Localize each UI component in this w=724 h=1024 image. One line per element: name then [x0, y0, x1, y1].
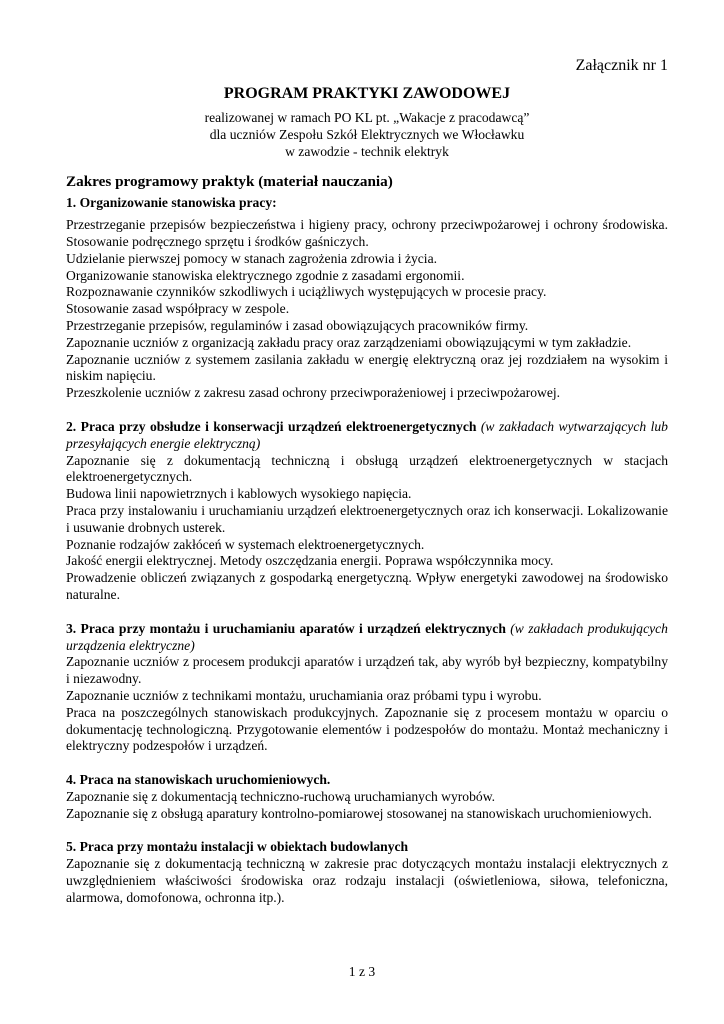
section-paragraph: Jakość energii elektrycznej. Metody oszczędzania energii. Poprawa współczynnika mocy.: [66, 553, 554, 569]
section-title: [66, 621, 668, 655]
subtitle-line: dla uczniów Zespołu Szkół Elektrycznych we Włocławku: [209, 126, 525, 142]
section-heading: 2. Praca przy obsłudze i konserwacji urządzeń elektroenergetycznych: [66, 418, 477, 434]
section-paragraph: Rozpoznawanie czynników szkodliwych i uciążliwych występujących w procesie pracy.: [66, 284, 547, 300]
section-paragraph: Zapoznanie się z obsługą aparatury kontrolno-pomiarowej stosowanej na stanowiskach uruchomieniowych.: [66, 805, 652, 821]
subtitle-line: realizowanej w ramach PO KL pt. „Wakacje z pracodawcą”: [204, 110, 530, 125]
section-paragraph: Zapoznanie uczniów z technikami montażu, uruchamiania oraz próbami typu i wyrobu.: [66, 687, 542, 703]
section-paragraph: Stosowanie zasad współpracy w zespole.: [66, 301, 290, 317]
section-4: [66, 772, 668, 822]
section-paragraph: Zapoznanie się z dokumentacją techniczną w zakresie prac dotyczących montażu instalacji elektrycznych z uwzględnieniem właściwości środowiska oraz rodzaju instalacji (oświetleniowa, siłowa, telefoniczna, alarmowa, domofonowa, ochronna itp.).: [66, 856, 668, 905]
section-note: (w zakładach wytwarzających lub przesyłających energie elektryczną): [66, 418, 668, 451]
document-subtitle: [66, 110, 668, 160]
section-paragraph: Zapoznanie uczniów z organizacją zakładu pracy oraz zarządzeniami obowiązującymi w tym zakładzie.: [66, 334, 632, 350]
section-1: [66, 195, 668, 402]
section-title: [66, 839, 668, 856]
section-heading: 4. Praca na stanowiskach uruchomieniowych.: [66, 772, 331, 788]
document-title: PROGRAM PRAKTYKI ZAWODOWEJ: [223, 85, 511, 102]
scope-heading: Zakres programowy praktyk (materiał nauczania): [66, 173, 393, 191]
section-paragraph: Zapoznanie się z dokumentacją techniczno-ruchową uruchamianych wyrobów.: [66, 788, 496, 804]
subtitle-line: w zawodzie - technik elektryk: [285, 143, 449, 159]
section-paragraph: Zapoznanie uczniów z procesem produkcji aparatów i urządzeń tak, aby wyrób był bezpieczny, kompatybilny i niezawodny.: [66, 654, 668, 687]
document-page: [66, 56, 668, 924]
section-heading: 1. Organizowanie stanowiska pracy:: [66, 195, 277, 211]
sections-container: [66, 195, 668, 906]
section-paragraph: Przestrzeganie przepisów, regulaminów i zasad obowiązujących pracowników firmy.: [66, 317, 529, 333]
section-heading: 5. Praca przy montażu instalacji w obiektach budowlanych: [66, 839, 409, 855]
section-5: [66, 839, 668, 906]
section-title: [66, 419, 668, 453]
section-paragraph: Budowa linii napowietrznych i kablowych wysokiego napięcia.: [66, 486, 412, 502]
section-title: [66, 195, 668, 212]
section-paragraph: Przeszkolenie uczniów z zakresu zasad ochrony przeciwporażeniowej i przeciwpożarowej.: [66, 385, 561, 401]
section-paragraph: Zapoznanie uczniów z systemem zasilania zakładu w energię elektryczną oraz jej rozdziałem na wysokim i niskim napięciu.: [66, 351, 668, 384]
section-paragraph: Zapoznanie się z dokumentacją techniczną i obsługą urządzeń elektroenergetycznych w stacjach elektroenergetycznych.: [66, 452, 668, 485]
page-number: 1 z 3: [348, 964, 376, 979]
section-paragraph: Praca na poszczególnych stanowiskach produkcyjnych. Zapoznanie się z procesem montażu w oparciu o dokumentację technologiczną. Przygotowanie elementów i podzespołów do montażu. Montaż mechaniczny i elektryczny podzespołów i urządzeń.: [66, 704, 668, 754]
section-title: [66, 772, 668, 789]
section-2: [66, 419, 668, 604]
section-paragraph: Organizowanie stanowiska elektrycznego zgodnie z zasadami ergonomii.: [66, 267, 465, 283]
section-3: [66, 621, 668, 755]
section-paragraph: Poznanie rodzajów zakłóceń w systemach elektroenergetycznych.: [66, 536, 425, 552]
section-heading: 3. Praca przy montażu i uruchamianiu aparatów i urządzeń elektrycznych: [66, 620, 506, 636]
section-paragraph: Praca przy instalowaniu i uruchamianiu urządzeń elektroenergetycznych oraz ich konserwacji. Lokalizowanie i usuwanie drobnych usterek.: [66, 502, 668, 535]
section-note: (w zakładach produkujących urządzenia elektryczne): [66, 620, 668, 653]
attachment-label: Załącznik nr 1: [575, 57, 668, 74]
section-paragraph: Prowadzenie obliczeń związanych z gospodarką energetyczną. Wpływ energetyki zawodowej na środowisko naturalne.: [66, 570, 668, 602]
section-paragraph: Przestrzeganie przepisów bezpieczeństwa i higieny pracy, ochrony przeciwpożarowej i ochrony środowiska. Stosowanie podręcznego sprzętu i środków gaśniczych.: [66, 217, 668, 249]
section-paragraph: Udzielanie pierwszej pomocy w stanach zagrożenia zdrowia i życia.: [66, 250, 438, 266]
